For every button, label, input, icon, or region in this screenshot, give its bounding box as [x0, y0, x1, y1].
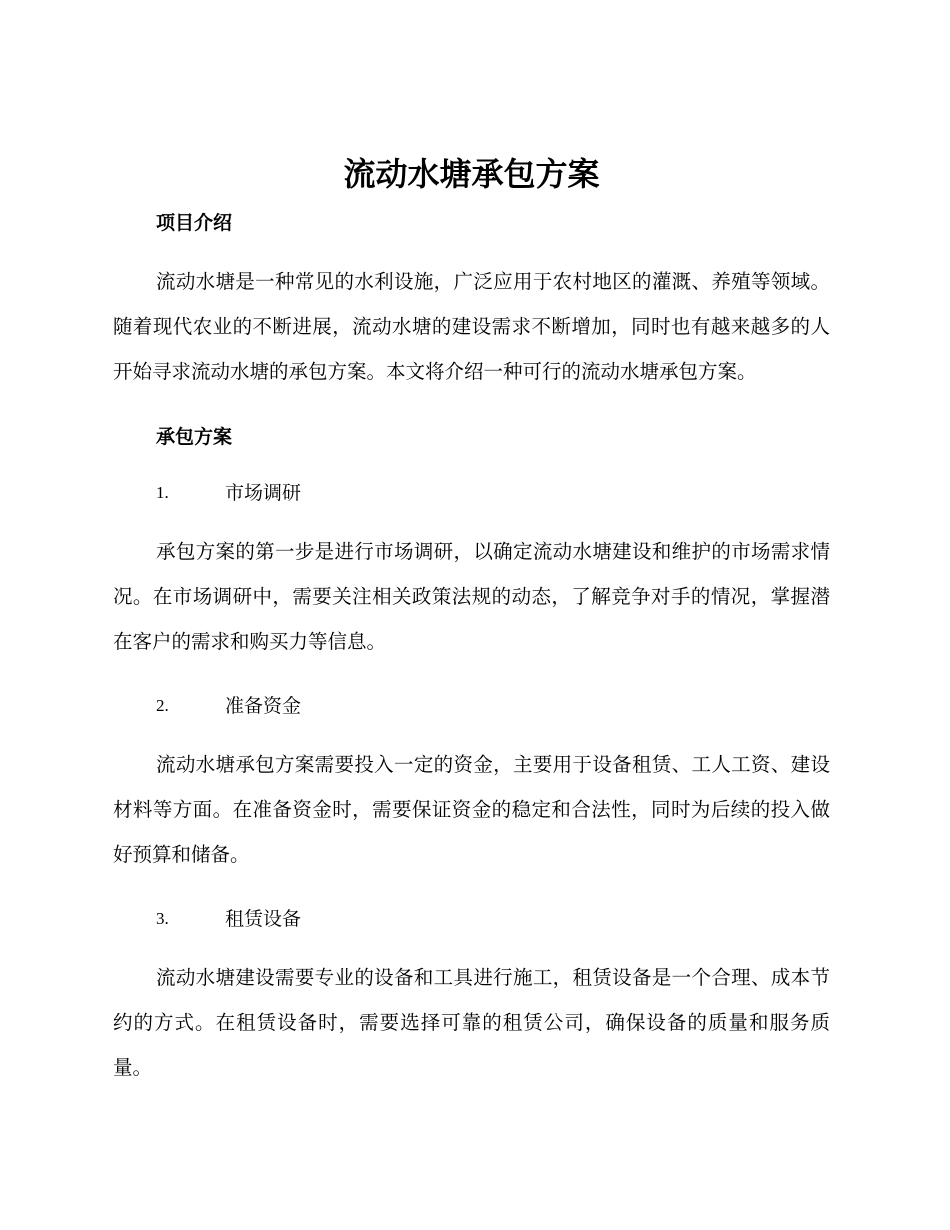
- list-item-2-title: 准备资金: [225, 695, 302, 717]
- list-item-2: [113, 691, 830, 721]
- list-item-3-title: 租赁设备: [225, 908, 302, 930]
- list-item-1-title: 市场调研: [225, 482, 302, 504]
- list-item-1-paragraph: 承包方案的第一步是进行市场调研，以确定流动水塘建设和维护的市场需求情况。在市场调研中，需要关注相关政策法规的动态，了解竞争对手的情况，掌握潜在客户的需求和购买力等信息。: [113, 540, 830, 653]
- section-heading-plan: 承包方案: [156, 426, 233, 448]
- section-heading-intro: 项目介绍: [156, 212, 233, 234]
- document-title: 流动水塘承包方案: [343, 155, 600, 193]
- list-item-3: [113, 904, 830, 934]
- list-item-3-number: 3.: [156, 909, 169, 928]
- document-page: [113, 150, 830, 1090]
- intro-paragraph: 流动水塘是一种常见的水利设施，广泛应用于农村地区的灌溉、养殖等领域。随着现代农业的不断进展，流动水塘的建设需求不断增加，同时也有越来越多的人开始寻求流动水塘的承包方案。本文将介绍一种可行的流动水塘承包方案。: [113, 270, 830, 383]
- list-item-2-number: 2.: [156, 696, 169, 715]
- list-item-2-paragraph: 流动水塘承包方案需要投入一定的资金，主要用于设备租赁、工人工资、建设材料等方面。在准备资金时，需要保证资金的稳定和合法性，同时为后续的投入做好预算和储备。: [113, 753, 830, 866]
- list-item-1: [113, 478, 830, 508]
- list-item-1-number: 1.: [156, 483, 169, 502]
- list-item-3-paragraph: 流动水塘建设需要专业的设备和工具进行施工，租赁设备是一个合理、成本节约的方式。在租赁设备时，需要选择可靠的租赁公司，确保设备的质量和服务质量。: [113, 966, 830, 1079]
